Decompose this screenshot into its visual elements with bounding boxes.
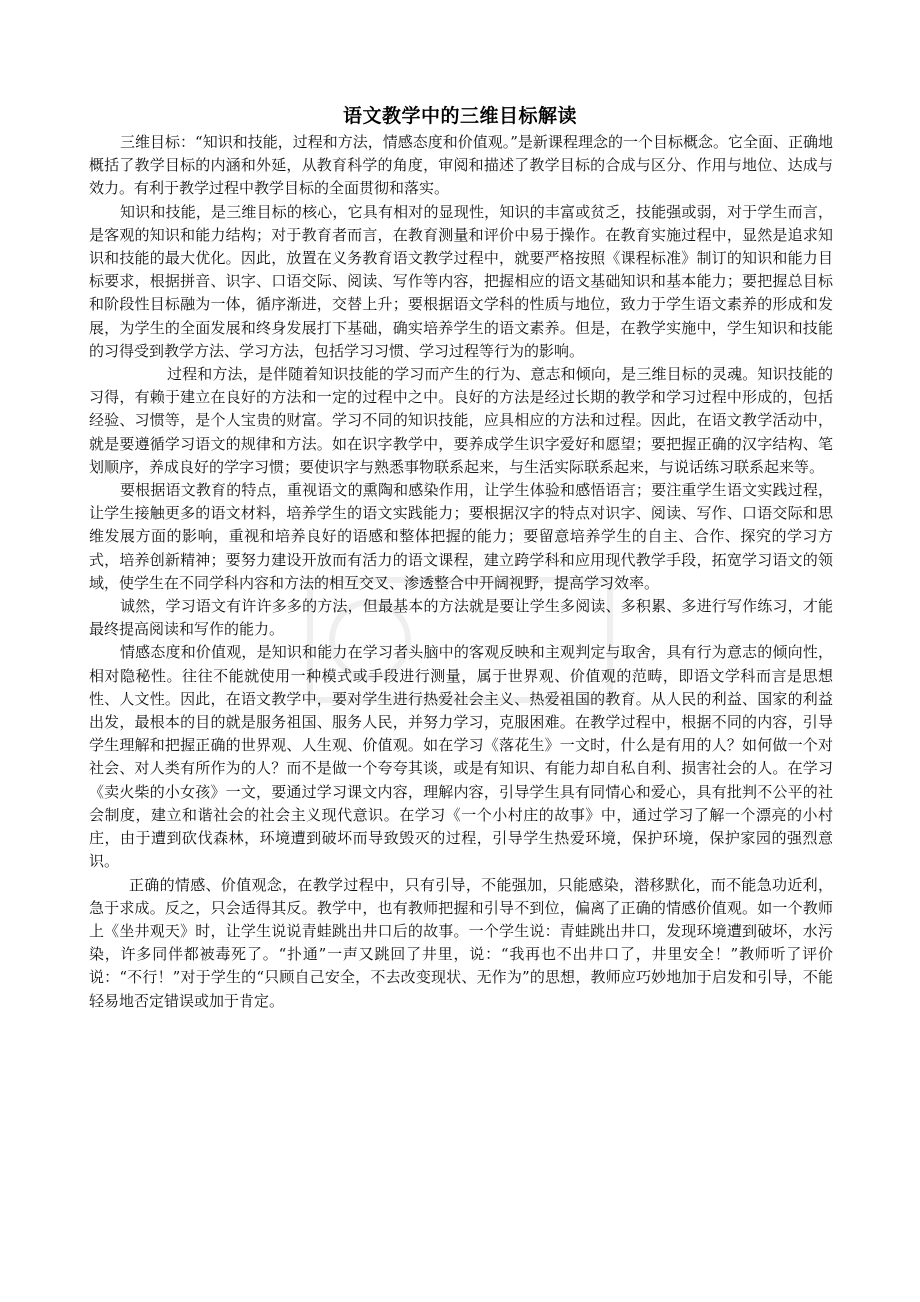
paragraph-5: 诚然，学习语文有许许多多的方法，但最基本的方法就是要让学生多阅读、多积累、多进行写作练习，才能最终提高阅读和写作的能力。 [89,597,833,639]
document-body [89,131,833,1013]
paragraph-1: 三维目标：“知识和技能，过程和方法，情感态度和价值观。”是新课程理念的一个目标概念。它全面、正确地概括了教学目标的内涵和外延，从教育科学的角度，审阅和描述了教学目标的合成与区分、作用与地位、达成与效力。有利于教学过程中教学目标的全面贯彻和落实。 [89,133,833,198]
paragraph-2: 知识和技能，是三维目标的核心，它具有相对的显现性，知识的丰富或贫乏，技能强或弱，对于学生而言，是客观的知识和能力结构；对于教育者而言，在教育测量和评价中易于操作。在教育实施过程中，显然是追求知识和技能的最大优化。因此，放置在义务教育语文教学过程中，就要严格按照《课程标准》制订的知识和能力目标要求，根据拼音、识字、口语交际、阅读、写作等内容，把握相应的语文基础知识和基本能力；要把握总目标和阶段性目标融为一体，循序渐进，交替上升；要根据语文学科的性质与地位，致力于学生语文素养的形成和发展，为学生的全面发展和终身发展打下基础，确实培养学生的语文素养。但是，在教学实施中，学生知识和技能的习得受到教学方法、学习方法，包括学习习惯、学习过程等行为的影响。 [89,202,833,360]
paragraph-7: 正确的情感、价值观念，在教学过程中，只有引导，不能强加，只能感染，潜移默化，而不能急功近利，急于求成。反之，只会适得其反。教学中，也有教师把握和引导不到位，偏离了正确的情感价值观。如一个教师上《坐井观天》时，让学生说说青蛙跳出井口后的故事。一个学生说：青蛙跳出井口，发现环境遭到破坏，水污染，许多同伴都被毒死了。“扑通”一声又跳回了井里，说：“我再也不出井口了，井里安全！”教师听了评价说：“不行！”对于学生的“只顾自己安全，不去改变现状、无作为”的思想，教师应巧妙地加于启发和引导，不能轻易地否定错误或加于肯定。 [89,875,833,1010]
paragraph-6: 情感态度和价值观，是知识和能力在学习者头脑中的客观反映和主观判定与取舍，具有行为意志的倾向性，相对隐秘性。往往不能就使用一种模式或手段进行测量，属于世界观、价值观的范畴，即语文学科而言是思想性、人文性。因此，在语文教学中，要对学生进行热爱社会主义、热爱祖国的教育。从人民的利益、国家的利益出发，最根本的目的就是服务祖国、服务人民，并努力学习，克服困难。在教学过程中，根据不同的内容，引导学生理解和把握正确的世界观、人生观、价值观。如在学习《落花生》一文时，什么是有用的人？如何做一个对社会、对人类有所作为的人？而不是做一个夸夸其谈，或是有知识、有能力却自私自利、损害社会的人。在学习《卖火柴的小女孩》一文，要通过学习课文内容，理解内容，引导学生具有同情心和爱心，具有批判不公平的社会制度，建立和谐社会的社会主义现代意识。在学习《一个小村庄的故事》中，通过学习了解一个漂亮的小村庄，由于遭到砍伐森林，环境遭到破坏而导致毁灭的过程，引导学生热爱环境，保护环境，保护家园的强烈意识。 [89,643,833,871]
document-title: 语文教学中的三维目标解读 [342,105,577,127]
paragraph-3: 过程和方法，是伴随着知识技能的学习而产生的行为、意志和倾向，是三维目标的灵魂。知识技能的习得，有赖于建立在良好的方法和一定的过程中之中。良好的方法是经过长期的教学和学习过程中形成的，包括经验、习惯等，是个人宝贵的财富。学习不同的知识技能，应具相应的方法和过程。因此，在语文教学活动中，就是要遵循学习语文的规律和方法。如在识字教学中，要养成学生识字爱好和愿望；要把握正确的汉字结构、笔划顺序，养成良好的学字习惯；要使识字与熟悉事物联系起来，与生活实际联系起来，与说话练习联系起来等。 [89,365,833,476]
paragraph-4: 要根据语文教育的特点，重视语文的熏陶和感染作用，让学生体验和感悟语言；要注重学生语文实践过程，让学生接触更多的语文材料，培养学生的语文实践能力；要根据汉字的特点对识字、阅读、写作、口语交际和思维发展方面的影响，重视和培养良好的语感和整体把握的能力；要留意培养学生的自主、合作、探究的学习方式，培养创新精神；要努力建设开放而有活力的语文课程，建立跨学科和应用现代教学手段，拓宽学习语文的领域，使学生在不同学科内容和方法的相互交叉、渗透整合中开阔视野，提高学习效率。 [89,481,833,592]
